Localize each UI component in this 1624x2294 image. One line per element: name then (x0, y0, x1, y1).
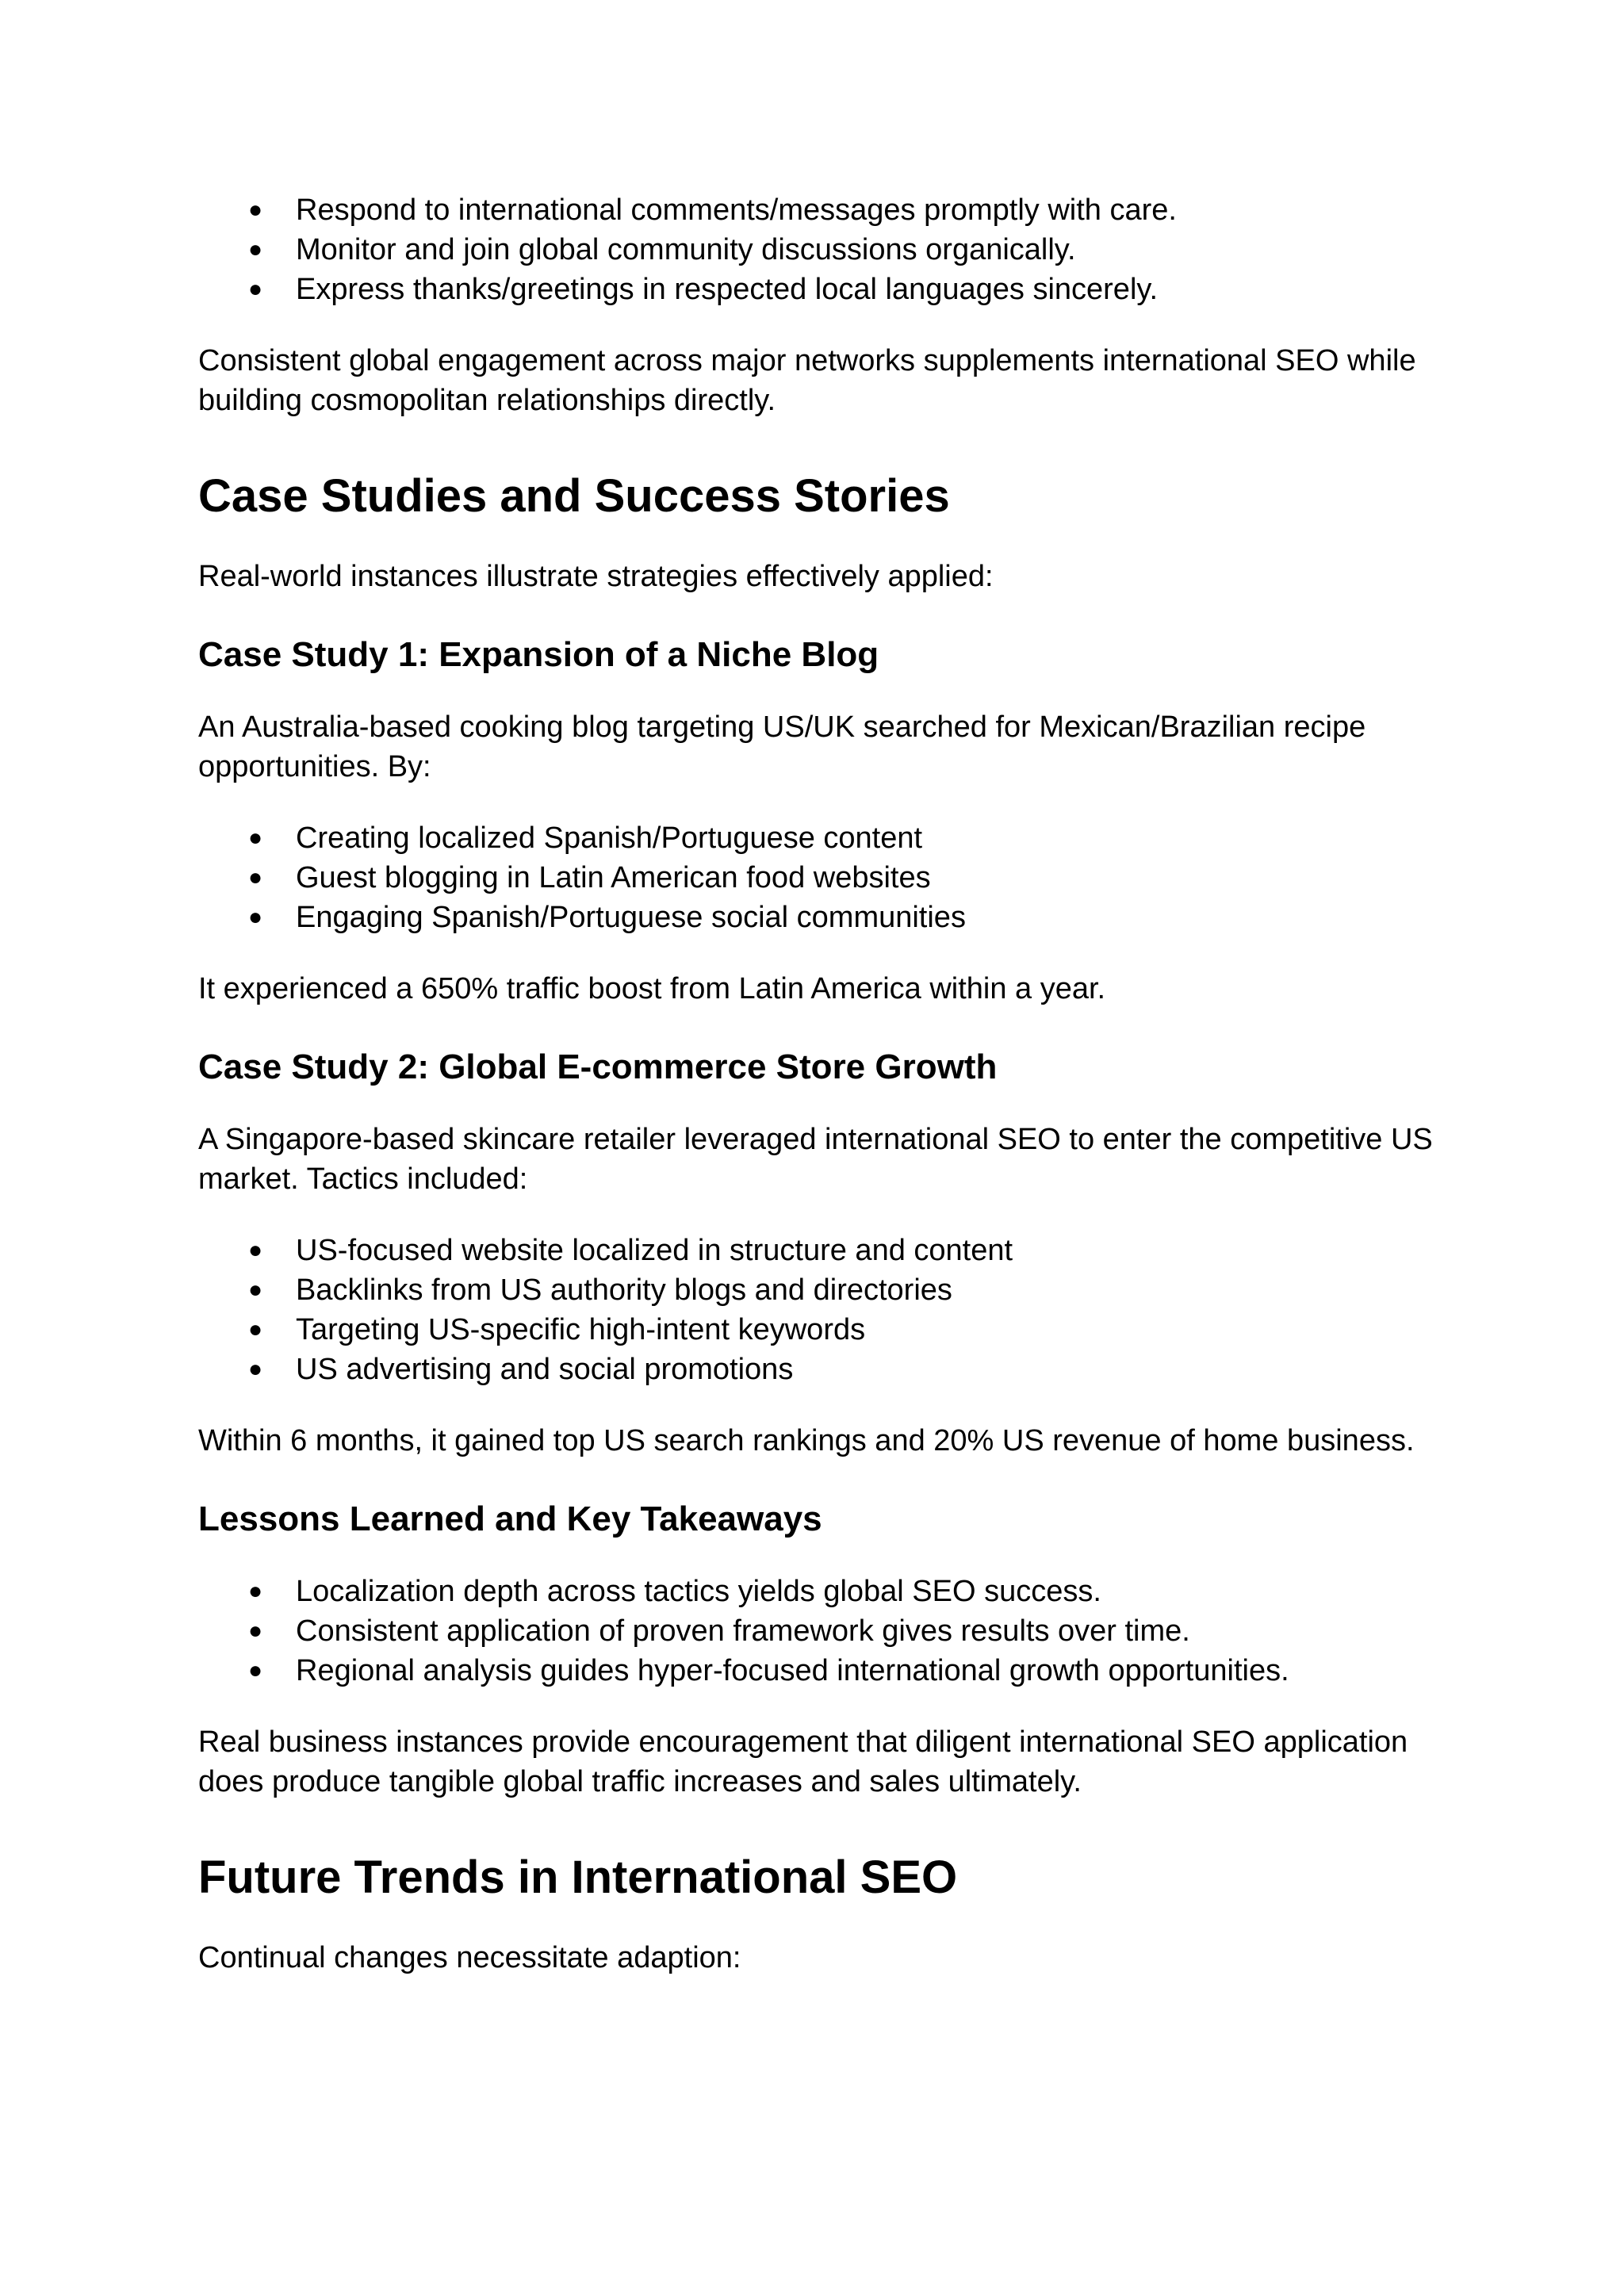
bullet-icon: ● (248, 1277, 263, 1303)
case-study-1-bullet-list (198, 818, 1435, 937)
section-intro-paragraph: Real-world instances illustrate strategies effectively applied: (198, 560, 994, 593)
case-study-2-result: Within 6 months, it gained top US search rankings and 20% US revenue of home business. (198, 1424, 1415, 1457)
case-study-2-bullet-list (198, 1231, 1435, 1389)
list-item: ● Monitor and join global community discussions organically. (198, 230, 1435, 270)
bullet-icon: ● (248, 1578, 263, 1604)
bullet-icon: ● (248, 864, 263, 890)
intro-paragraph: Consistent global engagement across major networks supplements international SEO while building cosmopolitan relationships directly. (198, 344, 1416, 417)
bullet-icon: ● (248, 1356, 263, 1382)
list-item: ● Localization depth across tactics yields global SEO success. (198, 1572, 1435, 1611)
bullet-icon: ● (248, 1618, 263, 1644)
list-item: ● Guest blogging in Latin American food websites (198, 858, 1435, 898)
lessons-heading: Lessons Learned and Key Takeaways (198, 1499, 822, 1538)
list-item: ● Express thanks/greetings in respected local languages sincerely. (198, 270, 1435, 309)
intro-bullet-list (198, 190, 1435, 309)
section-title-case-studies: Case Studies and Success Stories (198, 470, 950, 522)
bullet-icon: ● (248, 825, 263, 851)
bullet-icon: ● (248, 197, 263, 223)
list-item: ● Consistent application of proven framework gives results over time. (198, 1611, 1435, 1651)
list-item: ● Respond to international comments/messages promptly with care. (198, 190, 1435, 230)
document-page (198, 190, 1435, 1978)
case-study-1-heading: Case Study 1: Expansion of a Niche Blog (198, 635, 879, 674)
bullet-icon: ● (248, 1237, 263, 1263)
future-trends-intro: Continual changes necessitate adaption: (198, 1941, 741, 1974)
case-study-2-paragraph: A Singapore-based skincare retailer leveraged international SEO to enter the competitive US market. Tactics included: (198, 1123, 1433, 1196)
case-study-2-heading: Case Study 2: Global E-commerce Store Growth (198, 1047, 998, 1086)
bullet-icon: ● (248, 1316, 263, 1342)
bullet-icon: ● (248, 904, 263, 930)
list-item: ● Regional analysis guides hyper-focused international growth opportunities. (198, 1651, 1435, 1691)
list-item: ● Backlinks from US authority blogs and directories (198, 1270, 1435, 1310)
case-study-1-paragraph: An Australia-based cooking blog targeting US/UK searched for Mexican/Brazilian recipe opportunities. By: (198, 710, 1366, 783)
list-item: ● Creating localized Spanish/Portuguese content (198, 818, 1435, 858)
bullet-icon: ● (248, 1657, 263, 1683)
lessons-bullet-list (198, 1572, 1435, 1691)
list-item: ● Targeting US-specific high-intent keywords (198, 1310, 1435, 1350)
bullet-icon: ● (248, 236, 263, 262)
section-title-future-trends: Future Trends in International SEO (198, 1852, 958, 1903)
list-item: ● Engaging Spanish/Portuguese social communities (198, 898, 1435, 937)
bullet-icon: ● (248, 276, 263, 302)
list-item: ● US advertising and social promotions (198, 1350, 1435, 1389)
case-study-1-result: It experienced a 650% traffic boost from Latin America within a year. (198, 972, 1106, 1005)
lessons-paragraph: Real business instances provide encouragement that diligent international SEO application does produce tangible global traffic increases and sales ultimately. (198, 1725, 1408, 1798)
list-item: ● US-focused website localized in structure and content (198, 1231, 1435, 1270)
